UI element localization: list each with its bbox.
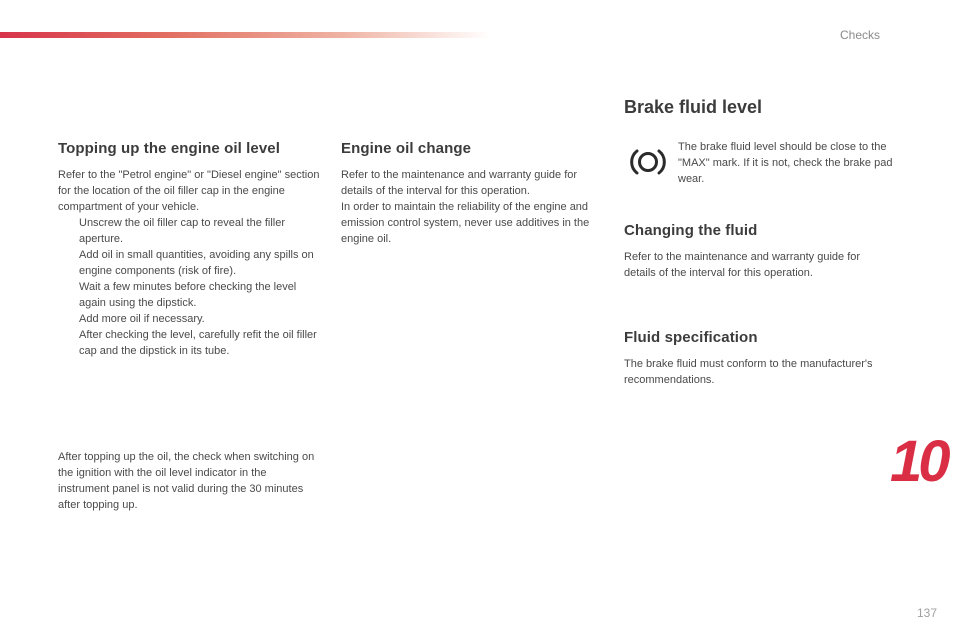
page-number: 137	[917, 606, 938, 620]
changing-fluid-text: Refer to the maintenance and warranty guide for details of the interval for this operation.	[624, 251, 861, 279]
oil-topping-intro: Refer to the "Petrol engine" or "Diesel engine" section for the location of the oil filler cap in the engine compartment of your vehicle.	[58, 169, 320, 213]
oil-topping-steps	[58, 215, 320, 359]
chapter-number: 10	[890, 429, 947, 494]
changing-fluid-section	[624, 222, 894, 281]
fluid-spec-text: The brake fluid must conform to the manufacturer's recommendations.	[624, 358, 873, 386]
brake-level-text: The brake fluid level should be close to the "MAX" mark. If it is not, check the brake pad wear.	[678, 141, 893, 185]
oil-change-text-2: In order to maintain the reliability of the engine and emission control system, never use additives in the engine oil.	[341, 201, 590, 245]
oil-change-text-1: Refer to the maintenance and warranty guide for details of the interval for this operation.	[341, 169, 578, 197]
changing-fluid-heading: Changing the fluid	[624, 222, 758, 239]
list-item: Unscrew the oil filler cap to reveal the filler aperture.	[79, 217, 286, 245]
list-item: Add more oil if necessary.	[79, 313, 205, 325]
list-item: Wait a few minutes before checking the level again using the dipstick.	[79, 281, 297, 309]
oil-change-section	[341, 140, 603, 247]
header-accent-bar	[0, 32, 490, 38]
fluid-spec-section	[624, 329, 894, 388]
brake-fluid-heading: Brake fluid level	[624, 97, 763, 117]
list-item: After checking the level, carefully refit the oil filler cap and the dipstick in its tube.	[79, 329, 317, 357]
brake-fluid-section	[624, 97, 894, 185]
oil-topping-section	[58, 140, 320, 359]
oil-change-heading: Engine oil change	[341, 140, 472, 157]
section-title: Checks	[840, 28, 881, 42]
oil-topping-note: After topping up the oil, the check when switching on the ignition with the oil level indicator in the instrument panel is not valid during the 30 minutes after topping up.	[58, 451, 315, 511]
list-item: Add oil in small quantities, avoiding any spills on engine components (risk of fire).	[79, 249, 314, 277]
oil-topping-heading: Topping up the engine oil level	[58, 140, 280, 157]
fluid-spec-heading: Fluid specification	[624, 329, 758, 346]
brake-warning-icon	[628, 147, 668, 177]
